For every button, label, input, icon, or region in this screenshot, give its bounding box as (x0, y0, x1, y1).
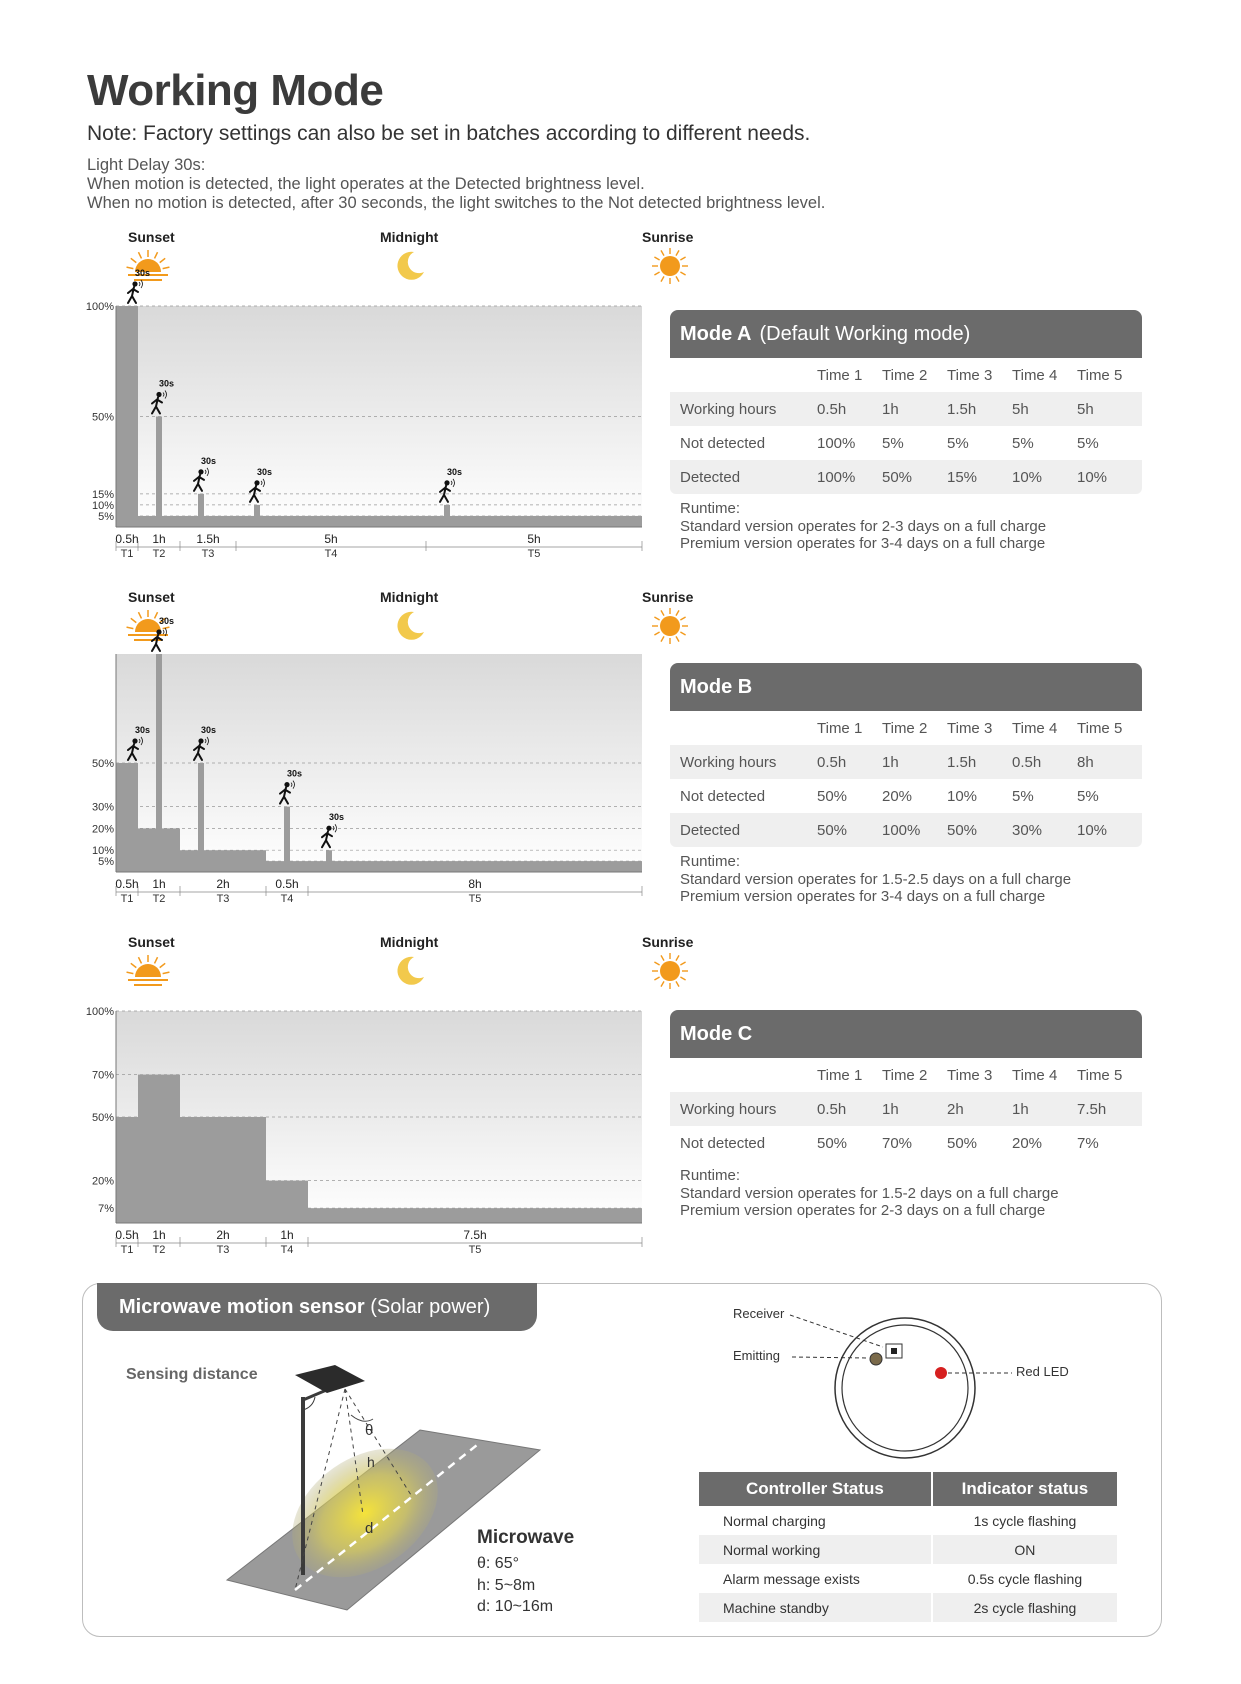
base-level-bar (116, 306, 138, 527)
delay-label: 30s (201, 455, 217, 466)
runtime-line: Runtime: (680, 500, 741, 517)
duration-label: 1h (152, 532, 166, 546)
sensor-top-view (720, 1300, 1060, 1470)
moon-icon (397, 252, 424, 280)
t-label: T4 (280, 893, 294, 905)
sunrise-label: Sunrise (642, 934, 694, 950)
runtime-line: Runtime: (680, 853, 741, 870)
microwave-angle: θ: 65° (477, 1555, 519, 1572)
delay-label: 30s (159, 616, 175, 626)
runtime-line: Premium version operates for 3-4 days on a full charge (680, 535, 1046, 552)
mode-name: Mode C (680, 1023, 753, 1045)
cell-value: 0.5h (817, 745, 882, 779)
t-label: T2 (152, 1244, 166, 1256)
duration-label: 2h (216, 1228, 230, 1242)
detected-level-bar (284, 807, 290, 872)
detected-level-bar (326, 850, 332, 872)
cell-value: 10% (947, 787, 978, 805)
page-title: Working Mode (87, 66, 384, 115)
column-header: Time 4 (1012, 719, 1058, 737)
t-label: T2 (152, 548, 166, 560)
receiver-pointer (790, 1315, 883, 1347)
y-tick-label: 50% (91, 411, 114, 424)
microwave-title: Microwave (477, 1527, 575, 1548)
sensor-title: Microwave motion sensor (119, 1296, 365, 1318)
runtime-text (680, 1167, 1059, 1220)
controller-status: Normal working (699, 1535, 931, 1564)
cell-value: 5% (947, 434, 969, 452)
sensing-illustration (215, 1355, 555, 1615)
runtime-line: Standard version operates for 1.5-2.5 days on a full charge (680, 870, 1072, 888)
red-led-label: Red LED (1016, 1364, 1069, 1379)
cell-value: 5% (1077, 787, 1099, 805)
indicator-status: ON (933, 1535, 1117, 1564)
table-row (670, 813, 1142, 847)
column-header: Time 5 (1077, 719, 1123, 737)
table-row (670, 779, 1142, 813)
receiver-label: Receiver (733, 1306, 785, 1321)
cell-value: 10% (1077, 813, 1142, 847)
height-label: h (367, 1454, 375, 1470)
column-header: Time 4 (1012, 1066, 1058, 1084)
y-tick-label: 100% (85, 1006, 114, 1018)
column-header: Time 1 (817, 366, 863, 384)
base-level-bar (236, 516, 426, 527)
cell-value: 50% (947, 1134, 978, 1152)
segment-T3 (180, 1117, 266, 1256)
moon-icon (397, 612, 424, 640)
mode-header (670, 663, 1142, 711)
column-header: Time 5 (1077, 1066, 1123, 1084)
duration-label: 0.5h (275, 877, 299, 891)
indicator-status: 0.5s cycle flashing (967, 1570, 1083, 1587)
column-header: Time 2 (882, 366, 928, 384)
t-label: T5 (468, 1244, 482, 1256)
y-tick-label: 10% (91, 499, 114, 512)
cell-value: 5% (1077, 434, 1099, 452)
runtime-text (680, 500, 1046, 553)
chart-mode-c (80, 934, 694, 1260)
emitting-pointer (792, 1357, 868, 1358)
sunset-label: Sunset (128, 934, 175, 950)
delay-line-2: When motion is detected, the light operates at the Detected brightness level. (87, 175, 645, 193)
table-row (670, 392, 1142, 426)
mode-name: Mode A (680, 323, 752, 345)
delay-label: 30s (201, 725, 217, 735)
indicator-status: 2s cycle flashing (933, 1593, 1117, 1622)
runtime-line: Premium version operates for 2-3 days on a full charge (680, 1202, 1046, 1219)
status-row (699, 1593, 1117, 1622)
y-tick-label: 10% (91, 845, 114, 858)
runtime-text (680, 853, 1071, 906)
duration-label: 7.5h (463, 1228, 487, 1242)
table-row (670, 426, 1142, 460)
detected-level-bar (198, 763, 204, 872)
distance-label: d (365, 1520, 374, 1537)
cell-value: 1.5h (947, 392, 1012, 426)
midnight-label: Midnight (380, 229, 439, 245)
segment-T1 (115, 1117, 138, 1256)
y-tick-label: 5% (98, 510, 114, 523)
detected-level-bar (444, 505, 450, 527)
cell-value: 1h (882, 392, 947, 426)
solar-lamp-head (295, 1365, 365, 1393)
cell-value: 50% (882, 460, 947, 494)
midnight-label: Midnight (380, 589, 439, 605)
indicator-status: 1s cycle flashing (973, 1512, 1077, 1529)
sun-icon (652, 248, 688, 284)
t-label: T2 (152, 893, 166, 905)
mode-name: Mode B (680, 676, 753, 698)
y-tick-label: 50% (91, 758, 114, 770)
column-header: Time 1 (817, 719, 863, 737)
detected-level-bar (198, 494, 204, 527)
cell-value: 0.5h (817, 1092, 882, 1126)
table-row (670, 460, 1142, 494)
y-tick-label: 100% (85, 301, 114, 313)
y-tick-label: 15% (91, 488, 114, 501)
theta-arc (351, 1415, 373, 1421)
cell-value: 20% (882, 787, 913, 805)
y-tick-label: 20% (91, 1175, 114, 1188)
segment-T4 (266, 1181, 308, 1256)
delay-line-1: Light Delay 30s: (87, 156, 206, 174)
sun-icon (652, 608, 688, 644)
table-row (670, 1126, 1142, 1160)
sensor-inner-ring (842, 1325, 968, 1451)
indicator-status-table (697, 1472, 1119, 1622)
detected-level-bar (254, 505, 260, 527)
row-label: Not detected (680, 1134, 766, 1152)
base-level-bar (180, 516, 236, 527)
y-tick-label: 30% (91, 801, 114, 814)
red-led (935, 1367, 947, 1379)
controller-status: Alarm message exists (723, 1570, 860, 1587)
sunrise-label: Sunrise (642, 589, 694, 605)
row-label: Working hours (670, 745, 817, 779)
moon-icon (397, 957, 424, 985)
cell-value: 70% (882, 1134, 913, 1152)
cell-value: 100% (817, 460, 882, 494)
cell-value: 20% (1012, 1134, 1043, 1152)
column-header: Time 2 (882, 719, 928, 737)
controller-status-header: Controller Status (699, 1472, 931, 1506)
cell-value: 0.5h (817, 392, 882, 426)
theta-label: θ (365, 1422, 374, 1439)
cell-value: 5% (1012, 787, 1034, 805)
column-header: Time 4 (1012, 366, 1058, 384)
cell-value: 8h (1077, 745, 1142, 779)
mode-header (670, 1010, 1142, 1058)
delay-label: 30s (329, 812, 345, 823)
chart-svg (80, 589, 694, 905)
y-tick-label: 50% (91, 1112, 114, 1124)
mode-table-a (670, 310, 1142, 494)
column-header: Time 1 (817, 1066, 863, 1084)
cell-value: 1h (882, 1092, 947, 1126)
chart-mode-b (80, 589, 694, 905)
microwave-distance: d: 10~16m (477, 1598, 554, 1615)
mode-header (670, 310, 1142, 358)
t-label: T3 (201, 548, 215, 560)
delay-line-3: When no motion is detected, after 30 seconds, the light switches to the Not detected brightness level. (87, 194, 826, 212)
base-level-bar (180, 1117, 266, 1223)
t-label: T1 (120, 893, 134, 905)
cell-value: 1h (882, 745, 947, 779)
cell-value: 30% (1012, 813, 1077, 847)
sensor-outer-ring (835, 1318, 975, 1458)
row-label: Working hours (670, 1092, 817, 1126)
cell-value: 5% (882, 434, 904, 452)
delay-label: 30s (287, 768, 303, 779)
duration-label: 0.5h (115, 877, 139, 891)
t-label: T4 (324, 548, 338, 560)
base-level-bar (308, 861, 642, 872)
emitting-component (870, 1353, 882, 1365)
controller-status: Normal charging (723, 1512, 826, 1529)
cell-value: 2h (947, 1092, 1012, 1126)
base-level-bar (426, 516, 642, 527)
emitting-label: Emitting (733, 1348, 780, 1363)
duration-label: 1h (280, 1228, 294, 1242)
duration-label: 5h (527, 532, 541, 546)
column-header: Time 5 (1077, 366, 1123, 384)
t-label: T4 (280, 1244, 294, 1256)
row-label: Not detected (680, 434, 766, 452)
runtime-line: Runtime: (680, 1167, 741, 1184)
table-row (670, 745, 1142, 779)
base-level-bar (308, 1208, 642, 1223)
microwave-height: h: 5~8m (477, 1577, 536, 1594)
status-row (699, 1564, 1117, 1593)
cell-value: 5h (1077, 392, 1142, 426)
duration-label: 1h (152, 877, 166, 891)
duration-label: 0.5h (115, 1228, 139, 1242)
cell-value: 7.5h (1077, 1092, 1142, 1126)
segment-T2 (138, 1075, 180, 1256)
duration-label: 2h (216, 877, 230, 891)
t-label: T5 (468, 893, 482, 905)
mode-subtitle: (Default Working mode) (759, 323, 971, 345)
duration-label: 5h (324, 532, 338, 546)
cell-value: 5% (1012, 434, 1034, 452)
cell-value: 7% (1077, 1134, 1099, 1152)
cell-value: 50% (947, 813, 1012, 847)
cell-value: 50% (817, 1134, 848, 1152)
cell-value: 100% (817, 434, 856, 452)
t-label: T5 (527, 548, 541, 560)
table-row (670, 1092, 1142, 1126)
cell-value: 15% (947, 460, 1012, 494)
status-row (699, 1535, 1117, 1564)
delay-label: 30s (135, 268, 151, 278)
row-label: Working hours (670, 392, 817, 426)
sunset-label: Sunset (128, 229, 175, 245)
base-level-bar (116, 763, 138, 872)
controller-status: Machine standby (699, 1593, 931, 1622)
row-label: Detected (670, 813, 817, 847)
light-delay-text (87, 156, 825, 213)
sunset-icon (127, 955, 170, 985)
cell-value: 0.5h (1012, 745, 1077, 779)
y-tick-label: 20% (91, 823, 114, 836)
mode-table-c (670, 1010, 1142, 1160)
runtime-line: Standard version operates for 2-3 days on a full charge (680, 517, 1047, 535)
segment-T5 (308, 1208, 642, 1256)
t-label: T1 (120, 1244, 134, 1256)
cell-value: 1h (1012, 1092, 1077, 1126)
sunrise-label: Sunrise (642, 229, 694, 245)
runtime-line: Standard version operates for 1.5-2 days on a full charge (680, 1184, 1059, 1202)
delay-label: 30s (447, 466, 463, 477)
cell-value: 50% (817, 813, 882, 847)
detected-level-bar (156, 417, 162, 528)
delay-label: 30s (159, 378, 175, 389)
cell-value: 50% (817, 787, 848, 805)
column-header: Time 3 (947, 719, 993, 737)
t-label: T3 (216, 893, 230, 905)
column-header: Time 3 (947, 1066, 993, 1084)
midnight-label: Midnight (380, 934, 439, 950)
chart-svg (80, 934, 694, 1256)
cell-value: 10% (1012, 460, 1077, 494)
y-tick-label: 7% (98, 1203, 114, 1216)
row-label: Not detected (680, 787, 766, 805)
detected-level-bar (156, 654, 162, 872)
sensing-distance-label: Sensing distance (126, 1366, 258, 1383)
base-level-bar (138, 1075, 180, 1223)
cell-value: 1.5h (947, 745, 1012, 779)
delay-label: 30s (257, 466, 273, 477)
duration-label: 0.5h (115, 532, 139, 546)
chart-mode-a (80, 229, 694, 565)
duration-label: 1.5h (196, 532, 220, 546)
indicator-status-header: Indicator status (933, 1472, 1117, 1506)
runtime-line: Premium version operates for 3-4 days on a full charge (680, 888, 1046, 905)
base-level-bar (180, 850, 266, 872)
cell-value: 10% (1077, 460, 1142, 494)
sunset-label: Sunset (128, 589, 175, 605)
y-tick-label: 70% (91, 1069, 114, 1082)
cell-value: 100% (882, 813, 947, 847)
factory-note: Note: Factory settings can also be set in batches according to different needs. (87, 122, 811, 145)
t-label: T1 (120, 548, 134, 560)
base-level-bar (266, 1181, 308, 1223)
row-label: Detected (670, 460, 817, 494)
mode-table-b (670, 663, 1142, 847)
column-header: Time 2 (882, 1066, 928, 1084)
base-level-bar (116, 1117, 138, 1223)
chart-svg (80, 229, 694, 560)
sensor-panel-header (97, 1283, 537, 1331)
sensor-sub: (Solar power) (370, 1296, 491, 1318)
y-tick-label: 5% (98, 856, 114, 869)
cell-value: 5h (1012, 392, 1077, 426)
t-label: T3 (216, 1244, 230, 1256)
status-row (699, 1506, 1117, 1535)
sun-icon (652, 953, 688, 989)
delay-label: 30s (135, 725, 151, 735)
duration-label: 8h (468, 877, 482, 891)
column-header: Time 3 (947, 366, 993, 384)
receiver-chip (891, 1348, 897, 1354)
duration-label: 1h (152, 1228, 166, 1242)
